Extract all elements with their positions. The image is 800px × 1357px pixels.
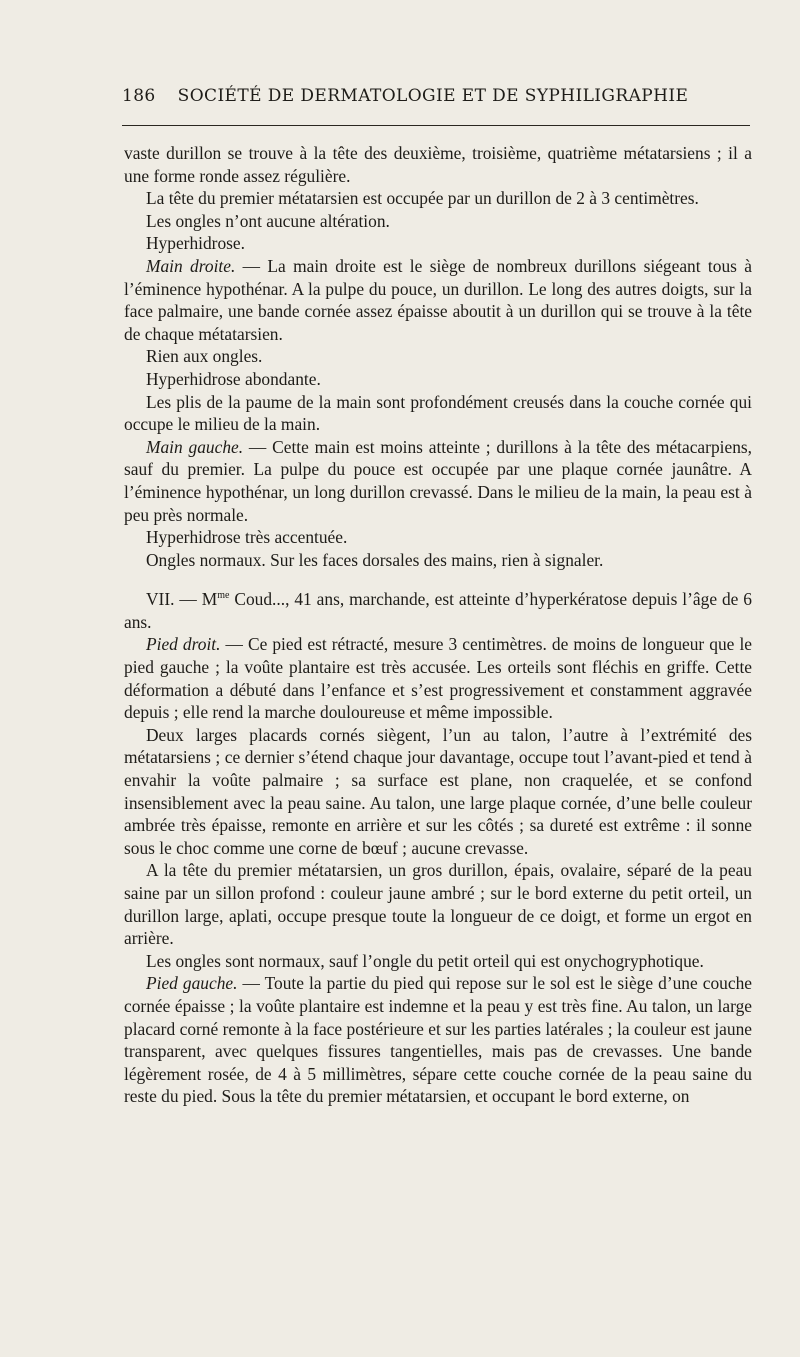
paragraph	[124, 255, 752, 345]
header-rule	[122, 125, 750, 126]
paragraph-text: — Cette main est moins atteinte ; durillons à la tête des métacarpiens, sauf du premier. La pulpe du pouce est occupée par une plaque cornée jaunâtre. A l’éminence hypothénar, un long durillon crevassé. Dans le milieu de la main, la peau est à peu près normale.	[124, 436, 753, 525]
paragraph	[124, 724, 752, 860]
section-lead: Main droite.	[146, 255, 236, 276]
paragraph-text: — Ce pied est rétracté, mesure 3 centimètres. de moins de longueur que le pied gauche ; la voûte plantaire est très accusée. Les orteils sont fléchis en griffe. Cette déformation a débuté dans l’enfance et s’est progressivement et constamment aggravée depuis ; elle rend la marche douloureuse et même impossible.	[124, 634, 752, 723]
paragraph	[124, 391, 752, 436]
paragraph-text: A la tête du premier métatarsien, un gros durillon, épais, ovalaire, séparé de la peau saine par un sillon profond : couleur jaune ambré ; sur le bord externe du petit orteil, un durillon large, aplati, occupe presque toute la longueur de ce doigt, et forme un ergot en arrière.	[124, 860, 752, 949]
paragraph-text: — Toute la partie du pied qui repose sur le sol est le siège d’une couche cornée épaisse ; la voûte plantaire est indemne et la peau y est très fine. Au talon, un large placard corné remonte à la face postérieure et sur les parties latérales ; la couleur est jaune transparent, avec quelques fissures tangentielles, mais pas de crevasses. Une bande légèrement rosée, de 4 à 5 millimètres, sépare cette couche cornée de la peau saine du reste du pied. Sous la tête du premier métatarsien, et occupant le bord externe, on	[124, 973, 752, 1107]
paragraph-text: Ongles normaux. Sur les faces dorsales des mains, rien à signaler.	[146, 549, 604, 570]
paragraph	[124, 526, 752, 549]
section-lead: Main gauche.	[146, 436, 244, 457]
paragraph-text: Rien aux ongles.	[146, 346, 263, 367]
paragraph	[124, 187, 752, 210]
section-lead: Pied droit.	[146, 634, 221, 655]
paragraph-text: Hyperhidrose abondante.	[146, 368, 321, 389]
paragraph	[124, 436, 752, 526]
paragraph-text: Les ongles sont normaux, sauf l’ongle du petit orteil qui est onychogryphotique.	[146, 950, 704, 971]
paragraph	[124, 549, 752, 572]
case-heading-paragraph	[124, 588, 752, 633]
paragraph-text: La tête du premier métatarsien est occupée par un durillon de 2 à 3 centimètres.	[146, 188, 699, 209]
paragraph	[124, 368, 752, 391]
paragraph-text: vaste durillon se trouve à la tête des deuxième, troisième, quatrième métatarsiens ; il a une forme ronde assez régulière.	[124, 143, 752, 186]
running-title: SOCIÉTÉ DE DERMATOLOGIE ET DE SYPHILIGRAPHIE	[177, 86, 689, 106]
page-number: 186	[122, 86, 156, 106]
paragraph	[124, 633, 752, 723]
running-header	[122, 86, 750, 106]
case-superscript: me	[217, 590, 230, 602]
case-number: VII. — M	[146, 589, 218, 610]
paragraph	[124, 210, 752, 233]
paragraph	[124, 345, 752, 368]
paragraph	[124, 950, 752, 973]
paragraph-text: Deux larges placards cornés siègent, l’un au talon, l’autre à l’extrémité des métatarsiens ; ce dernier s’étend chaque jour davantage, occupe tout l’avant-pied et tend à envahir la voûte palmaire ; sa surface est plane, non craquelée, et se confond insensiblement avec la peau saine. Au talon, une large plaque cornée, d’une belle couleur ambrée très épaisse, remonte en arrière et sur les côtés ; sa dureté est extrême : il sonne sous le choc comme une corne de bœuf ; aucune crevasse.	[124, 724, 752, 858]
paragraph-text: — La main droite est le siège de nombreux durillons siégeant tous à l’éminence hypothénar. A la pulpe du pouce, un durillon. Le long des autres doigts, sur la face palmaire, une bande cornée assez épaisse aboutit à un durillon qui se trouve à la tête de chaque métatarsien.	[124, 255, 752, 344]
paragraph-text: Les plis de la paume de la main sont profondément creusés dans la couche cornée qui occupe le milieu de la main.	[124, 391, 752, 435]
section-lead: Pied gauche.	[146, 973, 238, 994]
body-text	[124, 142, 752, 1108]
paragraph	[124, 232, 752, 255]
paragraph-text: Hyperhidrose.	[146, 233, 246, 254]
paragraph	[124, 859, 752, 949]
paragraph	[124, 972, 752, 1108]
paragraph-text: Les ongles n’ont aucune altération.	[146, 210, 390, 231]
paragraph-text: Coud..., 41 ans, marchande, est atteinte d’hyperkératose depuis l’âge de 6 ans.	[124, 589, 753, 632]
paragraph	[124, 142, 752, 187]
paragraph-text: Hyperhidrose très accentuée.	[146, 527, 348, 548]
